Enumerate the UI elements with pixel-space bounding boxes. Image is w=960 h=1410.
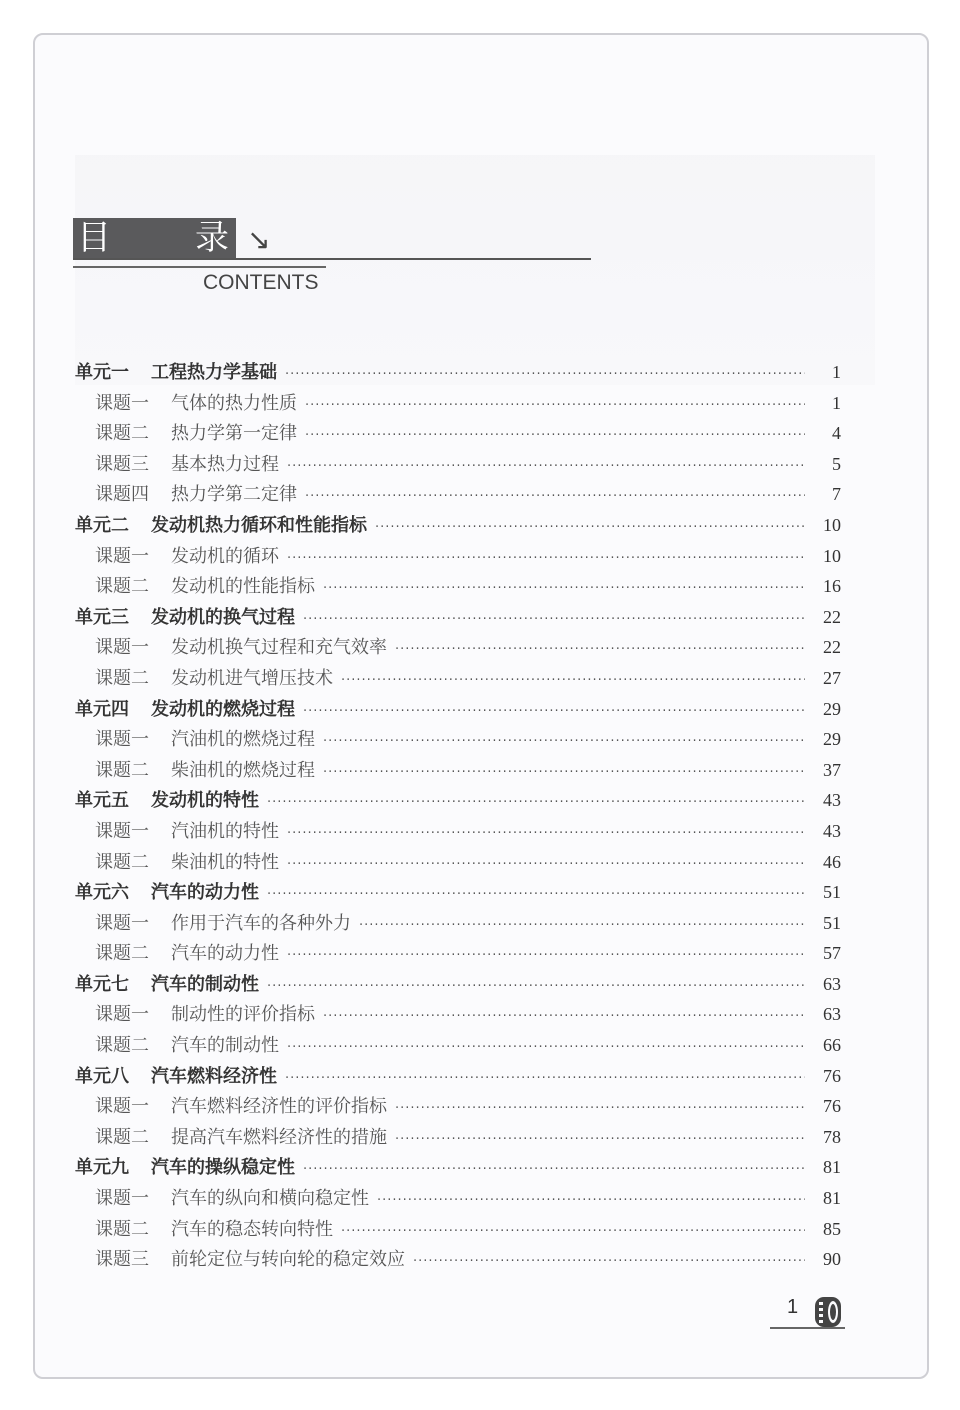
toc-topic-entry: [75, 938, 841, 969]
show-through-background: [75, 155, 875, 385]
entry-title: 制动性的评价指标: [171, 1004, 315, 1026]
entry-label: 课题二: [95, 1035, 149, 1057]
entry-page-number: 1: [832, 392, 841, 413]
entry-label: 课题二: [95, 1218, 149, 1240]
entry-title: 发动机换气过程和充气效率: [171, 637, 387, 659]
entry-title: 汽车的纵向和横向稳定性: [171, 1188, 369, 1210]
entry-label: 课题二: [95, 423, 149, 445]
entry-page-number: 10: [823, 514, 841, 535]
entry-page-number: 37: [823, 759, 841, 780]
dot-leader: [287, 544, 805, 575]
toc-topic-entry: [75, 541, 841, 572]
entry-title: 发动机的换气过程: [151, 606, 295, 628]
entry-label: 课题二: [95, 851, 149, 873]
entry-label: 课题一: [95, 637, 149, 659]
toc-topic-entry: [75, 1030, 841, 1061]
entry-label: 课题一: [95, 1096, 149, 1118]
toc-topic-entry: [75, 724, 841, 755]
entry-label: 课题三: [95, 1249, 149, 1271]
toc-topic-entry: [75, 1091, 841, 1122]
dot-leader: [285, 360, 805, 391]
dot-leader: [395, 635, 805, 666]
dot-leader: [359, 911, 805, 942]
entry-title: 气体的热力性质: [171, 392, 297, 414]
entry-label: 单元五: [75, 790, 129, 812]
dot-leader: [323, 758, 805, 789]
entry-title: 汽车燃料经济性的评价指标: [171, 1096, 387, 1118]
dot-leader: [375, 513, 805, 544]
entry-page-number: 51: [823, 882, 841, 903]
dot-leader: [395, 1094, 805, 1125]
entry-title: 发动机热力循环和性能指标: [151, 514, 367, 536]
entry-label: 课题一: [95, 820, 149, 842]
entry-page-number: 66: [823, 1035, 841, 1056]
entry-title: 热力学第一定律: [171, 423, 297, 445]
entry-label: 课题一: [95, 545, 149, 567]
entry-title: 汽车的动力性: [171, 943, 279, 965]
toc-unit-entry: [75, 357, 841, 388]
entry-label: 课题一: [95, 729, 149, 751]
dot-leader: [413, 1247, 805, 1278]
dot-leader: [305, 391, 805, 422]
entry-label: 单元一: [75, 362, 129, 383]
title-rule: [73, 258, 591, 260]
entry-page-number: 51: [823, 912, 841, 933]
entry-page-number: 22: [823, 637, 841, 658]
toc-unit-entry: [75, 602, 841, 633]
entry-title: 热力学第二定律: [171, 484, 297, 506]
entry-title: 汽车的制动性: [171, 1035, 279, 1057]
dot-leader: [303, 1155, 805, 1186]
entry-title: 前轮定位与转向轮的稳定效应: [171, 1249, 405, 1271]
dot-leader: [267, 788, 805, 819]
entry-page-number: 46: [823, 851, 841, 872]
entry-title: 发动机的循环: [171, 545, 279, 567]
toc-topic-entry: [75, 816, 841, 847]
entry-page-number: 81: [823, 1157, 841, 1178]
entry-page-number: 63: [823, 973, 841, 994]
toc-unit-entry: [75, 1061, 841, 1092]
entry-title: 汽油机的特性: [171, 820, 279, 842]
toc-unit-entry: [75, 969, 841, 1000]
entry-title: 发动机的性能指标: [171, 576, 315, 598]
entry-title: 提高汽车燃料经济性的措施: [171, 1126, 387, 1148]
entry-label: 课题一: [95, 1004, 149, 1026]
toc-unit-entry: [75, 510, 841, 541]
dot-leader: [287, 1033, 805, 1064]
entry-label: 课题一: [95, 392, 149, 414]
entry-page-number: 63: [823, 1004, 841, 1025]
entry-page-number: 22: [823, 606, 841, 627]
entry-page-number: 78: [823, 1126, 841, 1147]
entry-label: 单元六: [75, 882, 129, 904]
entry-label: 课题三: [95, 453, 149, 475]
entry-page-number: 43: [823, 790, 841, 811]
entry-page-number: 43: [823, 820, 841, 841]
entry-page-number: 81: [823, 1188, 841, 1209]
dot-leader: [305, 421, 805, 452]
toc-topic-entry: [75, 418, 841, 449]
dot-leader: [323, 727, 805, 758]
entry-page-number: 76: [823, 1065, 841, 1086]
toc-unit-entry: [75, 1152, 841, 1183]
dot-leader: [323, 574, 805, 605]
entry-label: 课题二: [95, 1126, 149, 1148]
entry-label: 课题四: [95, 484, 149, 506]
entry-page-number: 7: [832, 484, 841, 505]
toc-topic-entry: [75, 663, 841, 694]
toc-topic-entry: [75, 847, 841, 878]
entry-title: 汽车的动力性: [151, 882, 259, 904]
dot-leader: [395, 1125, 805, 1156]
entry-title: 汽油机的燃烧过程: [171, 729, 315, 751]
entry-title: 汽车的稳态转向特性: [171, 1218, 333, 1240]
entry-title: 汽车的操纵稳定性: [151, 1157, 295, 1179]
dot-leader: [287, 452, 805, 483]
entry-title: 汽车的制动性: [151, 973, 259, 995]
table-of-contents: [75, 357, 841, 1275]
entry-title: 发动机进气增压技术: [171, 667, 333, 689]
entry-label: 课题二: [95, 943, 149, 965]
entry-label: 课题二: [95, 576, 149, 598]
toc-topic-entry: [75, 571, 841, 602]
entry-label: 课题二: [95, 667, 149, 689]
entry-page-number: 29: [823, 698, 841, 719]
entry-page-number: 10: [823, 545, 841, 566]
entry-page-number: 85: [823, 1218, 841, 1239]
title-char-1: 目: [77, 218, 111, 258]
toc-topic-entry: [75, 908, 841, 939]
toc-topic-entry: [75, 1122, 841, 1153]
dot-leader: [323, 1002, 805, 1033]
toc-topic-entry: [75, 999, 841, 1030]
dot-leader: [267, 972, 805, 1003]
entry-title: 作用于汽车的各种外力: [171, 912, 351, 934]
entry-label: 单元四: [75, 698, 129, 720]
entry-label: 单元七: [75, 973, 129, 995]
toc-topic-entry: [75, 1244, 841, 1275]
dot-leader: [287, 941, 805, 972]
entry-page-number: 76: [823, 1096, 841, 1117]
toc-unit-entry: [75, 785, 841, 816]
entry-title: 柴油机的特性: [171, 851, 279, 873]
dot-leader: [287, 819, 805, 850]
dot-leader: [267, 880, 805, 911]
entry-page-number: 5: [832, 453, 841, 474]
entry-title: 发动机的燃烧过程: [151, 698, 295, 720]
book-page: [33, 33, 929, 1379]
dot-leader: [377, 1186, 805, 1217]
entry-label: 单元八: [75, 1065, 129, 1087]
title-rule-short: [73, 266, 326, 268]
title-char-2: 录: [195, 218, 229, 258]
dot-leader: [341, 1217, 805, 1248]
toc-topic-entry: [75, 449, 841, 480]
toc-topic-entry: [75, 479, 841, 510]
entry-title: 发动机的特性: [151, 790, 259, 812]
entry-label: 单元三: [75, 606, 129, 628]
entry-title: 工程热力学基础: [151, 362, 277, 383]
entry-title: 基本热力过程: [171, 453, 279, 475]
dot-leader: [303, 697, 805, 728]
entry-page-number: 27: [823, 667, 841, 688]
toc-unit-entry: [75, 877, 841, 908]
dot-leader: [341, 666, 805, 697]
page-number: 1: [787, 1296, 799, 1318]
toc-topic-entry: [75, 1214, 841, 1245]
tire-icon: [813, 1295, 843, 1329]
entry-page-number: 90: [823, 1249, 841, 1270]
entry-page-number: 57: [823, 943, 841, 964]
entry-page-number: 29: [823, 729, 841, 750]
entry-label: 课题一: [95, 1188, 149, 1210]
entry-page-number: 16: [823, 576, 841, 597]
entry-title: 柴油机的燃烧过程: [171, 759, 315, 781]
entry-page-number: 4: [832, 423, 841, 444]
entry-title: 汽车燃料经济性: [151, 1065, 277, 1087]
dot-leader: [287, 850, 805, 881]
entry-page-number: 1: [832, 362, 841, 382]
entry-label: 单元九: [75, 1157, 129, 1179]
entry-label: 单元二: [75, 514, 129, 536]
entry-label: 课题二: [95, 759, 149, 781]
entry-label: 课题一: [95, 912, 149, 934]
toc-topic-entry: [75, 755, 841, 786]
toc-topic-entry: [75, 388, 841, 419]
toc-topic-entry: [75, 632, 841, 663]
arrow-down-right-icon: ↘: [247, 223, 271, 256]
toc-topic-entry: [75, 1183, 841, 1214]
contents-subtitle: CONTENTS: [203, 271, 319, 294]
toc-unit-entry: [75, 694, 841, 725]
dot-leader: [303, 605, 805, 636]
dot-leader: [305, 482, 805, 513]
dot-leader: [285, 1064, 805, 1095]
